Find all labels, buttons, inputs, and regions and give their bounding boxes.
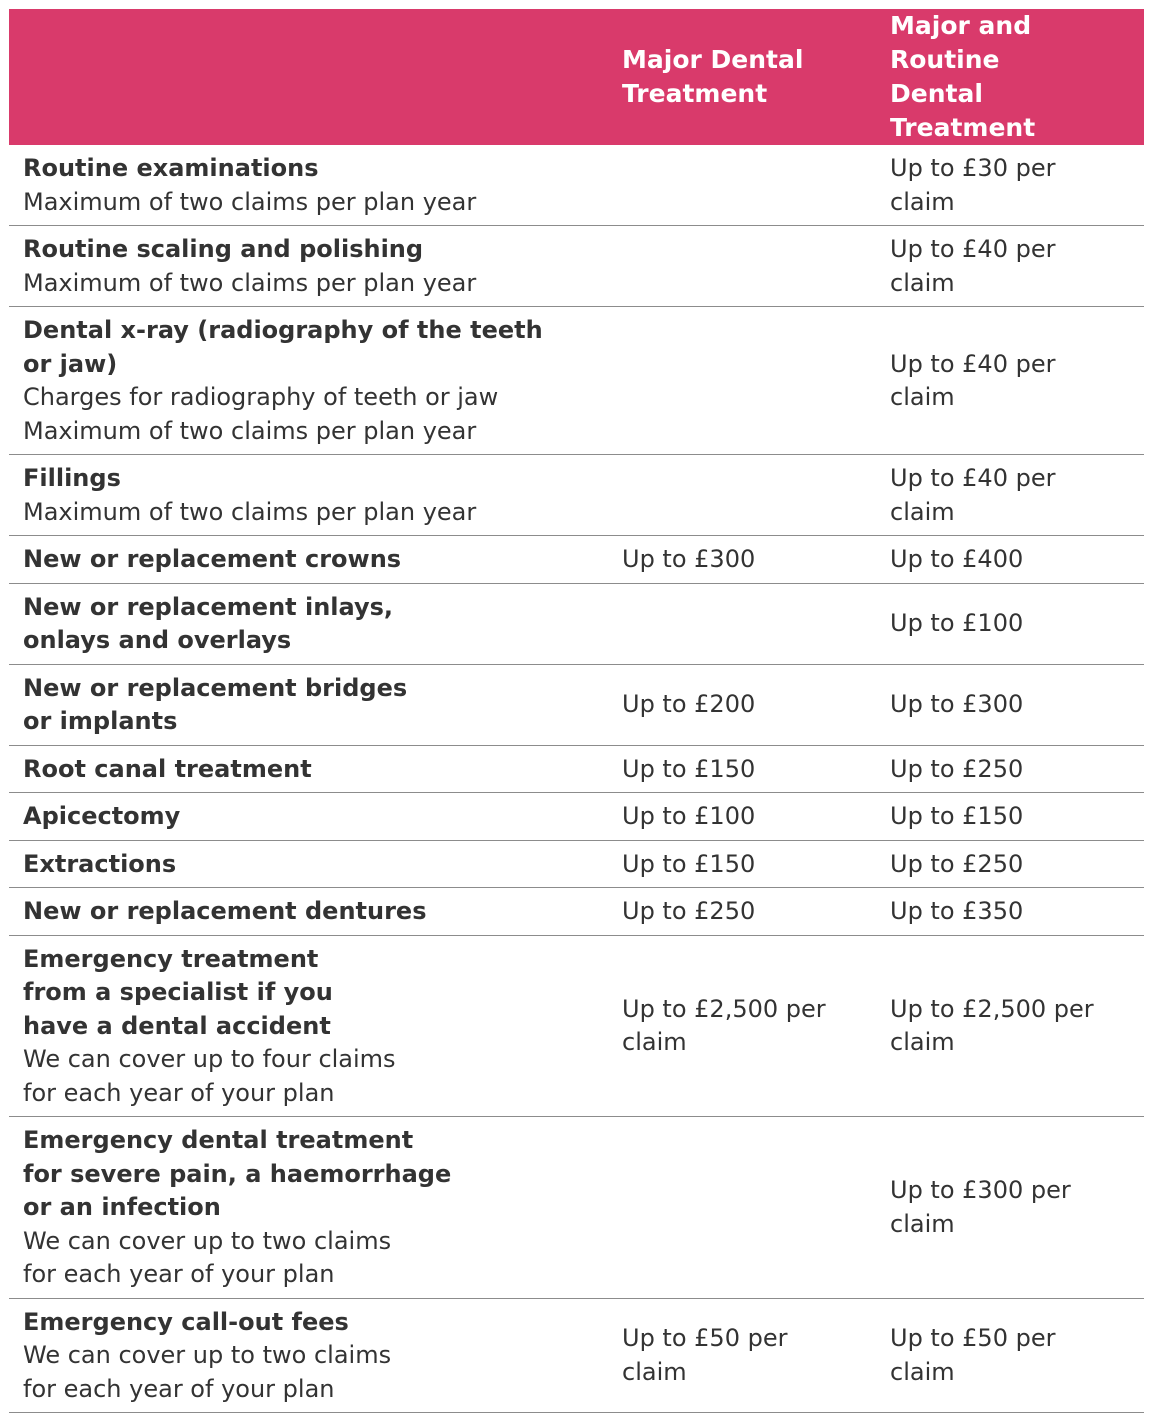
major-routine-cell (874, 145, 1144, 226)
header-major-routine-line2: Dental Treatment (890, 79, 1036, 142)
treatment-title-line: Routine examinations (23, 154, 319, 182)
major-routine-value-line: Up to £50 per (890, 1324, 1056, 1353)
treatment-description-line: Charges for radiography of teeth or jaw (23, 383, 499, 411)
table-row (9, 935, 1144, 1117)
table-row (9, 793, 1144, 841)
treatment-title-line: or implants (23, 707, 178, 735)
major-routine-value-line: Up to £30 per (890, 154, 1056, 182)
major-dental-value-line: Up to £200 (622, 690, 756, 719)
major-dental-cell (606, 145, 874, 226)
treatment-title-line: for severe pain, a haemorrhage (23, 1159, 452, 1188)
major-routine-value-line: Up to £100 (890, 609, 1024, 638)
table-row (9, 840, 1144, 888)
major-dental-cell (606, 307, 874, 455)
major-dental-cell (606, 455, 874, 536)
treatment-title-line: Emergency dental treatment (23, 1126, 414, 1154)
header-major-routine-dental (874, 9, 1144, 145)
major-routine-value-line: Up to £40 per (890, 349, 1056, 378)
treatment-title-line: Routine scaling and polishing (23, 235, 424, 263)
treatment-cell (9, 793, 606, 841)
treatment-cell (9, 226, 606, 307)
major-routine-value-line: claim (890, 1209, 955, 1238)
major-routine-value-line: claim (890, 268, 955, 297)
treatment-cell (9, 664, 606, 745)
benefits-table-container (9, 9, 1144, 1413)
treatment-cell (9, 745, 606, 793)
major-dental-value-line: Up to £2,500 per (622, 994, 826, 1023)
major-routine-value-line: Up to £300 (890, 690, 1024, 719)
major-dental-cell (606, 1117, 874, 1299)
major-routine-value-line: Up to £350 (890, 897, 1024, 925)
treatment-description-line: We can cover up to two claims (23, 1341, 392, 1369)
major-routine-cell (874, 840, 1144, 888)
treatment-cell (9, 583, 606, 664)
dental-benefits-table (9, 9, 1144, 1413)
treatment-description-line: We can cover up to two claims (23, 1226, 392, 1255)
major-routine-cell (874, 664, 1144, 745)
major-routine-cell (874, 226, 1144, 307)
major-dental-cell (606, 745, 874, 793)
major-routine-value-line: claim (890, 1357, 955, 1386)
major-dental-cell (606, 536, 874, 584)
major-dental-cell (606, 664, 874, 745)
treatment-description-line: for each year of your plan (23, 1078, 335, 1107)
treatment-title-line: New or replacement crowns (23, 545, 402, 573)
major-routine-cell (874, 1298, 1144, 1413)
header-treatment-column (9, 9, 606, 145)
table-row (9, 455, 1144, 536)
major-dental-value-line: Up to £100 (622, 802, 756, 830)
major-routine-cell (874, 307, 1144, 455)
major-routine-value-line: claim (890, 497, 955, 526)
treatment-cell (9, 455, 606, 536)
major-dental-value-line: Up to £300 (622, 545, 756, 573)
major-dental-cell (606, 583, 874, 664)
treatment-description-line: We can cover up to four claims (23, 1045, 396, 1073)
major-dental-value-line: Up to £250 (622, 897, 756, 925)
treatment-title-line: New or replacement dentures (23, 897, 427, 925)
table-row (9, 226, 1144, 307)
major-dental-value-line: Up to £150 (622, 754, 756, 783)
treatment-cell (9, 536, 606, 584)
treatment-description-line: for each year of your plan (23, 1260, 335, 1288)
major-dental-value-line: claim (622, 1357, 687, 1386)
treatment-title-line: Emergency treatment (23, 944, 319, 973)
treatment-description-line: Maximum of two claims per plan year (23, 268, 477, 297)
major-routine-cell (874, 888, 1144, 936)
major-routine-value-line: Up to £150 (890, 802, 1024, 830)
header-major-dental (606, 9, 874, 145)
treatment-cell (9, 1298, 606, 1413)
major-routine-value-line: claim (890, 383, 955, 411)
table-row (9, 307, 1144, 455)
treatment-title-line: Extractions (23, 849, 177, 878)
major-routine-value-line: Up to £40 per (890, 235, 1056, 263)
major-dental-cell (606, 840, 874, 888)
table-row (9, 145, 1144, 226)
major-routine-cell (874, 536, 1144, 584)
table-row (9, 1117, 1144, 1299)
major-dental-value-line: Up to £50 per (622, 1324, 788, 1353)
major-routine-cell (874, 793, 1144, 841)
treatment-cell (9, 1117, 606, 1299)
treatment-title-line: from a specialist if you (23, 978, 333, 1006)
header-major-dental-line1: Major Dental (622, 45, 804, 74)
treatment-title-line: Dental x-ray (radiography of the teeth (23, 316, 543, 344)
table-row (9, 1298, 1144, 1413)
major-routine-cell (874, 455, 1144, 536)
major-dental-cell (606, 226, 874, 307)
treatment-cell (9, 145, 606, 226)
table-row (9, 664, 1144, 745)
major-routine-value-line: Up to £250 (890, 754, 1024, 783)
major-dental-cell (606, 935, 874, 1117)
major-routine-value-line: Up to £40 per (890, 464, 1056, 492)
table-row (9, 536, 1144, 584)
table-header (9, 9, 1144, 145)
treatment-title-line: Emergency call-out fees (23, 1307, 349, 1336)
major-routine-value-line: Up to £250 (890, 849, 1024, 878)
header-row (9, 9, 1144, 145)
major-dental-cell (606, 793, 874, 841)
table-body (9, 145, 1144, 1413)
major-routine-cell (874, 583, 1144, 664)
major-routine-value-line: Up to £2,500 per (890, 994, 1094, 1023)
treatment-title-line: or an infection (23, 1193, 221, 1221)
major-routine-cell (874, 1117, 1144, 1299)
treatment-description-line: Maximum of two claims per plan year (23, 187, 477, 216)
table-row (9, 583, 1144, 664)
header-major-dental-line2: Treatment (622, 79, 768, 108)
treatment-description-line: Maximum of two claims per plan year (23, 416, 477, 445)
treatment-cell (9, 888, 606, 936)
treatment-cell (9, 935, 606, 1117)
treatment-cell (9, 840, 606, 888)
treatment-title-line: New or replacement bridges (23, 673, 408, 702)
major-routine-value-line: Up to £400 (890, 545, 1024, 573)
treatment-title-line: Fillings (23, 464, 121, 492)
treatment-title-line: New or replacement inlays, (23, 592, 394, 621)
major-routine-value-line: claim (890, 1028, 955, 1057)
treatment-cell (9, 307, 606, 455)
treatment-title-line: have a dental accident (23, 1011, 331, 1040)
major-routine-cell (874, 745, 1144, 793)
table-row (9, 745, 1144, 793)
treatment-title-line: onlays and overlays (23, 626, 292, 654)
major-dental-cell (606, 1298, 874, 1413)
major-routine-value-line: claim (890, 187, 955, 216)
treatment-title-line: Apicectomy (23, 802, 181, 830)
major-dental-cell (606, 888, 874, 936)
major-routine-cell (874, 935, 1144, 1117)
treatment-description-line: Maximum of two claims per plan year (23, 497, 477, 526)
major-dental-value-line: claim (622, 1028, 687, 1057)
major-dental-value-line: Up to £150 (622, 849, 756, 878)
major-routine-value-line: Up to £300 per (890, 1176, 1071, 1205)
table-row (9, 888, 1144, 936)
treatment-description-line: for each year of your plan (23, 1374, 335, 1403)
treatment-title-line: Root canal treatment (23, 754, 312, 783)
treatment-title-line: or jaw) (23, 349, 118, 378)
header-major-routine-line1: Major and Routine (890, 11, 1032, 74)
